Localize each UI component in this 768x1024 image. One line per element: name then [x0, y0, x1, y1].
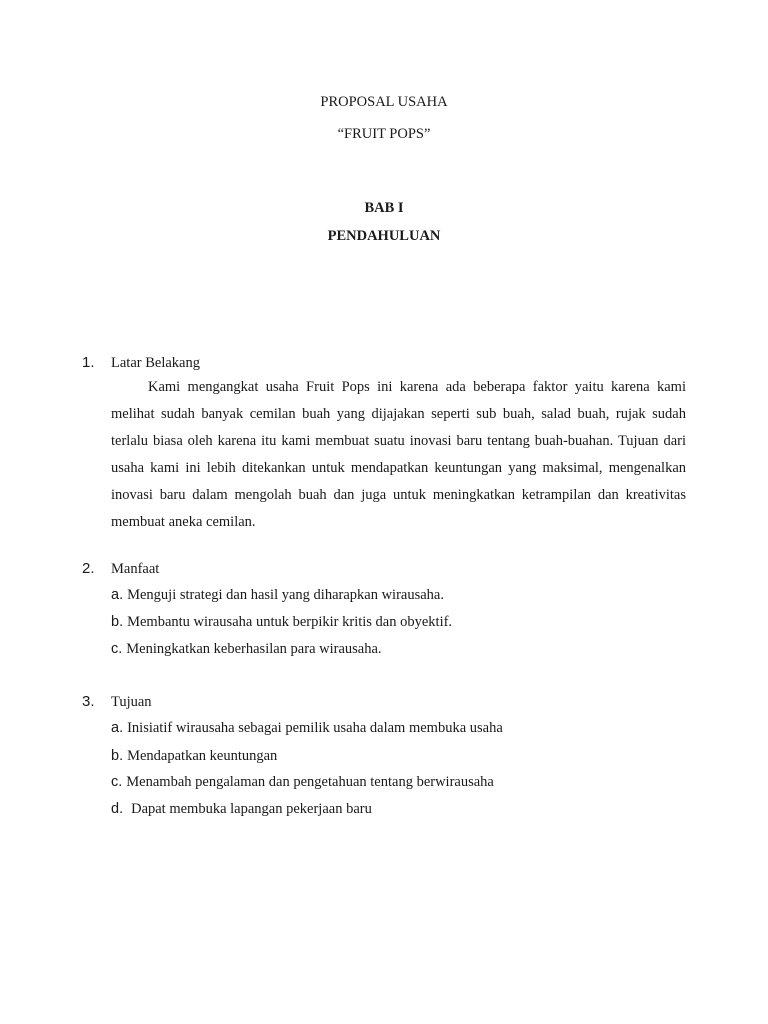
list-marker: b.: [111, 614, 124, 630]
list-marker: a.: [111, 587, 124, 603]
list-marker: c.: [111, 774, 123, 790]
list-item-text: Mendapatkan keuntungan: [127, 748, 278, 764]
list-item: [111, 587, 444, 604]
list-item-text: Dapat membuka lapangan pekerjaan baru: [131, 801, 372, 817]
list-item-text: Inisiatif wirausaha sebagai pemilik usaha dalam membuka usaha: [127, 720, 503, 736]
list-item-text: Meningkatkan keberhasilan para wirausaha.: [126, 641, 382, 657]
list-marker: a.: [111, 720, 124, 736]
list-marker: d.: [111, 801, 124, 817]
section-number: 1.: [82, 354, 95, 371]
section-number: 3.: [82, 693, 95, 710]
section-heading: Latar Belakang: [111, 355, 200, 371]
list-item: [111, 614, 452, 631]
list-item: [111, 774, 494, 791]
list-marker: c.: [111, 641, 123, 657]
section-paragraph: Kami mengangkat usaha Fruit Pops ini karena ada beberapa faktor yaitu karena kami melihat sudah banyak cemilan buah yang dijajakan seperti sub buah, salad buah, rujak sudah terlalu biasa oleh karena itu kami membuat suatu inovasi baru tentang buah-buahan. Tujuan dari usaha kami ini lebih ditekankan untuk mendapatkan keuntungan yang maksimal, mengenalkan inovasi baru dalam mengolah buah dan juga untuk meningkatkan ketrampilan dan kreativitas membuat aneka cemilan.: [111, 379, 686, 530]
section-number: 2.: [82, 560, 95, 577]
section-heading: Manfaat: [111, 561, 160, 577]
list-item-text: Menguji strategi dan hasil yang diharapkan wirausaha.: [127, 587, 444, 603]
list-item: [111, 748, 277, 765]
list-item: [111, 641, 382, 658]
list-item-text: Membantu wirausaha untuk berpikir kritis dan obyektif.: [127, 614, 453, 630]
list-marker: b.: [111, 748, 124, 764]
chapter-number: BAB I: [364, 200, 404, 216]
list-item: [111, 720, 503, 737]
list-item: [111, 801, 372, 818]
list-item-text: Menambah pengalaman dan pengetahuan tentang berwirausaha: [126, 774, 494, 790]
document-subtitle: “FRUIT POPS”: [337, 126, 431, 142]
section-heading: Tujuan: [111, 694, 152, 710]
document-title: PROPOSAL USAHA: [320, 94, 448, 110]
chapter-title: PENDAHULUAN: [327, 228, 441, 244]
